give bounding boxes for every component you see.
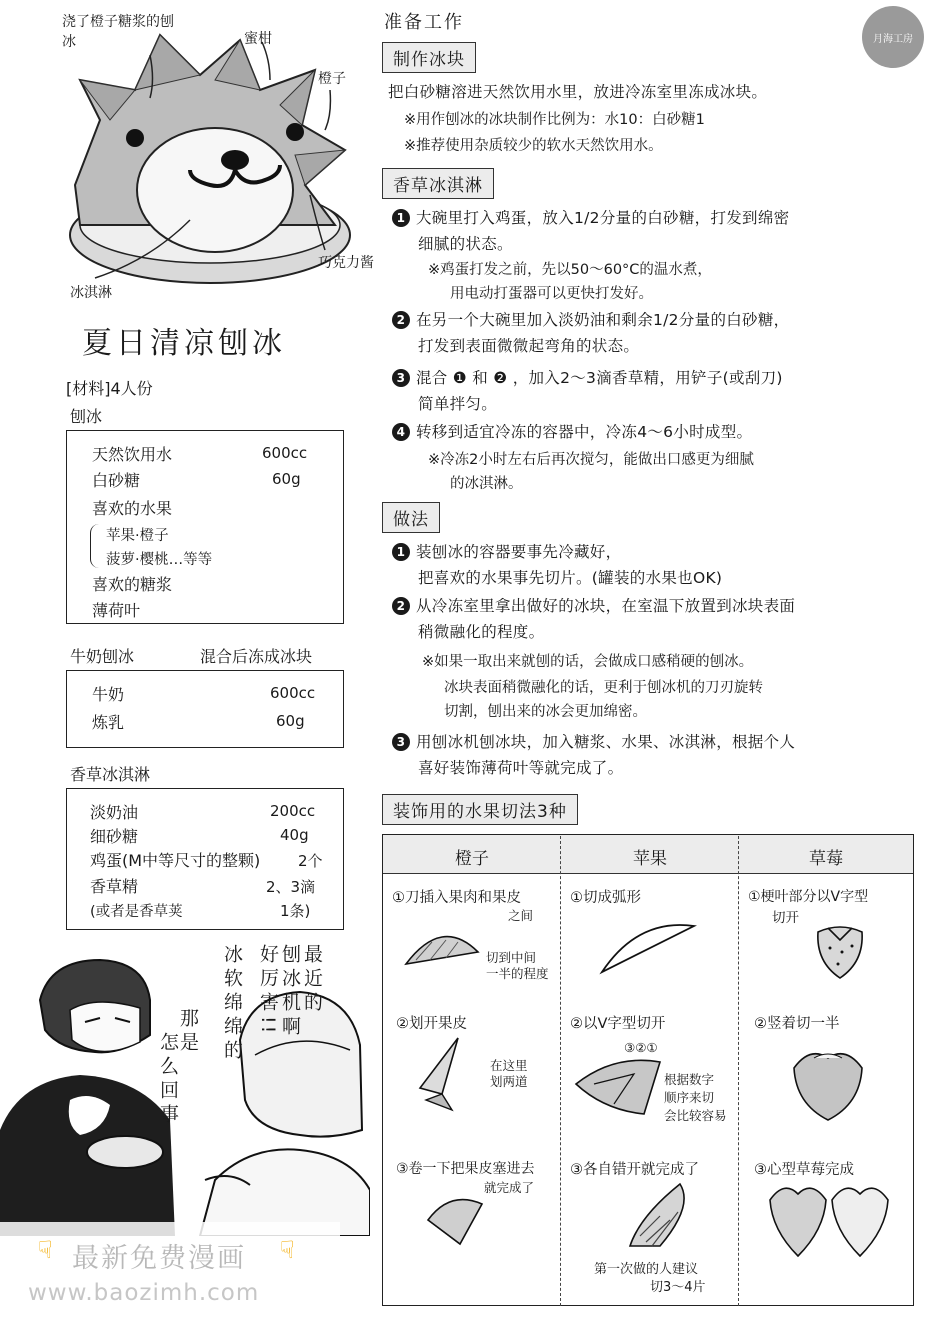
step-text: 从冷冻室里拿出做好的冰块，在室温下放置到冰块表面 [416,597,796,615]
vanilla-step [392,206,789,228]
vanilla-step-note: 用电动打蛋器可以更快打发好。 [450,286,653,302]
orange-step1-note: 切到中间 [486,950,537,965]
bubble-mid-3: 机 [279,992,301,1013]
ingredient-qty: 600cc [270,684,316,702]
orange-step2: ②划开果皮 [396,1016,467,1032]
strawberry-step1-cont: 切开 [772,910,799,926]
ingredient-name: (或者是香草荚 [90,904,183,920]
step-text: 大碗里打入鸡蛋，放入1/2分量的白砂糖，打发到绵密 [416,209,790,227]
ingredient-qty: 40g [280,826,309,844]
method-heading: 做法 [382,502,440,533]
label-syrup: 浇了橙子糖浆的刨冰 [62,14,174,50]
ingredient-name: 苹果·橙子 [106,528,169,544]
ice-block-heading: 制作冰块 [382,42,476,73]
step-number: 1 [392,543,410,561]
column-divider [738,836,739,1306]
method-step-note: 切割，刨出来的冰会更加绵密。 [444,704,647,720]
bubble-boy-6: 事 [157,1104,179,1125]
col-head-orange: 橙子 [455,849,489,869]
step-number: 2 [392,311,410,329]
orange-step2-note: 在这里 [490,1058,528,1073]
ice-block-line: 把白砂糖溶进天然饮用水里，放进冷冻室里冻成冰块。 [388,83,768,101]
ingredient-qty: 600cc [262,444,308,462]
ingredient-qty: 2、3滴 [266,878,316,896]
step-number: 3 [392,369,410,387]
pointing-hand-icon: ☟ [38,1236,53,1264]
apple-vcut-icon [574,1054,664,1118]
vanilla-step [392,308,789,330]
orange-done-icon [420,1190,490,1250]
step-text: 在另一个大碗里加入淡奶油和剩余1/2分量的白砂糖， [416,311,790,329]
apple-step1: ①切成弧形 [570,890,641,906]
watermark-line1: 最新免费漫画 [72,1243,246,1274]
bubble-left-4: 绵 [221,1016,243,1037]
step-text: 用刨冰机刨冰块，加入糖浆、水果、冰淇淋，根据个人 [416,733,796,751]
prep-title: 准备工作 [384,12,464,33]
method-step [392,730,795,752]
col-head-strawberry: 草莓 [809,849,843,869]
apple-fan-icon [620,1176,700,1256]
ingredient-name: 牛奶 [92,685,125,704]
strawberry-step2: ②竖着切一半 [754,1016,840,1032]
bubble-left-3: 绵 [221,992,243,1013]
milk-ice-label: 牛奶刨冰 [70,647,135,666]
label-chocolate: 巧克力酱 [318,255,374,271]
materials-header: [材料]4人份 [66,379,153,398]
strawberry-half-icon [790,1046,866,1122]
method-step-cont: 喜好装饰薄荷叶等就完成了。 [418,759,624,777]
apple-step2: ②以V字型切开 [570,1016,666,1032]
label-orange: 橙子 [318,71,346,87]
ice-block-note: ※用作刨冰的冰块制作比例为：水10：白砂糖1 [404,112,705,128]
ingredient-name: 白砂糖 [92,471,141,490]
step-number: 1 [392,209,410,227]
strawberry-step1: ①梗叶部分以V字型 [748,889,869,905]
orange-step1: ①刀插入果肉和果皮 [392,890,521,906]
apple-step2-note: 顺序来切 [664,1090,715,1105]
label-mikan: 蜜柑 [244,31,272,47]
method-step-cont: 稍微融化的程度。 [418,623,545,641]
vanilla-step-note: 的冰淇淋。 [450,476,523,492]
vanilla-step-note: ※鸡蛋打发之前，先以50～60°C的温水煮， [428,262,712,278]
bubble-boy-2: 是 [177,1032,199,1053]
bubble-boy-1: 那 [177,1008,199,1029]
orange-slice-icon [402,924,482,980]
ingredient-qty: 2个 [298,852,323,870]
ice-block-note: ※推荐使用杂质较少的软水天然饮用水。 [404,138,663,154]
fruit-cut-heading: 装饰用的水果切法3种 [382,794,578,825]
ingredient-name: 喜欢的水果 [92,499,173,518]
method-step-note: ※如果一取出来就刨的话，会做成口感稍硬的刨冰。 [422,654,754,670]
bubble-mid-7: 啊 [279,1016,301,1037]
apple-step2-marks: ③②① [624,1040,658,1055]
strawberry-step3: ③心型草莓完成 [754,1162,854,1178]
ingredient-qty: 200cc [270,802,316,820]
recipe-title: 夏日清凉刨冰 [82,326,286,361]
fruit-bracket [90,524,99,568]
bubble-mid-4: 好 [257,944,279,965]
vanilla-step-note: ※冷冻2小时左右后再次搅匀，能做出口感更为细腻 [428,452,754,468]
ingredient-name: 鸡蛋(M中等尺寸的整颗) [90,851,261,870]
bubble-right-3: 的 [301,992,323,1013]
bubble-mid-8: !! [257,1016,279,1036]
ingredient-name: 天然饮用水 [92,445,173,464]
bubble-right-2: 近 [301,968,323,989]
bubble-right-1: 最 [301,944,323,965]
method-step-cont: 把喜欢的水果事先切片。(罐装的水果也OK) [418,569,723,587]
step-text: 混合 ❶ 和 ❷ ，加入2～3滴香草精，用铲子(或刮刀) [416,369,783,387]
ingredient-qty: 60g [276,712,305,730]
bubble-mid-6: 害 [257,992,279,1013]
bubble-left-1: 冰 [221,944,243,965]
pointing-hand-icon: ☟ [280,1236,295,1264]
orange-step1-cont: 之间 [508,908,534,923]
studio-badge: 月海工房 [862,6,924,68]
orange-peel-icon [412,1034,472,1114]
orange-step1-note: 一半的程度 [486,966,549,981]
milk-ice-note: 混合后冻成冰块 [200,647,313,666]
ingredient-qty: 60g [272,470,301,488]
bubble-boy-4: 么 [157,1056,179,1077]
method-step-note: 冰块表面稍微融化的话，更利于刨冰机的刀刃旋转 [444,680,763,696]
step-number: 3 [392,733,410,751]
ingredient-qty: 1条) [280,902,311,920]
bubble-boy-5: 回 [157,1080,179,1101]
method-step [392,594,795,616]
bubble-boy-3: 怎 [157,1032,179,1053]
vanilla-label: 香草冰淇淋 [70,765,151,784]
step-text: 装刨冰的容器要事先冷藏好， [416,543,622,561]
column-divider [560,836,561,1306]
vanilla-step-cont: 简单拌匀。 [418,395,498,413]
apple-step2-note: 根据数字 [664,1072,715,1087]
vanilla-step-cont: 打发到表面微微起弯角的状态。 [418,337,640,355]
vanilla-step [392,420,752,442]
ingredient-name: 细砂糖 [90,827,139,846]
step-text: 转移到适宜冷冻的容器中，冷冻4～6小时成型。 [416,423,753,441]
step-number: 2 [392,597,410,615]
apple-step3-note: 切3～4片 [650,1280,706,1295]
bubble-mid-1: 刨 [279,944,301,965]
bubble-left-5: 的 [221,1040,243,1061]
ingredient-name: 喜欢的糖浆 [92,575,173,594]
apple-step3: ③各自错开就完成了 [570,1162,699,1178]
step-number: 4 [392,423,410,441]
vanilla-heading: 香草冰淇淋 [382,168,494,199]
col-head-apple: 苹果 [633,849,667,869]
ingredient-name: 香草精 [90,877,139,896]
orange-step3-cont: 就完成了 [484,1180,535,1195]
method-step [392,540,621,562]
ingredient-name: 菠萝·樱桃…等等 [106,552,213,568]
vanilla-step [392,366,783,388]
ingredient-name: 炼乳 [92,713,125,732]
apple-step3-note: 第一次做的人建议 [594,1262,699,1277]
bubble-mid-5: 厉 [257,968,279,989]
shaved-ice-label: 刨冰 [70,407,103,426]
heart-strawberry-icon [764,1180,894,1260]
watermark-line2: www.baozimh.com [28,1280,260,1306]
ingredient-name: 淡奶油 [90,803,139,822]
orange-step2-note: 划两道 [490,1074,528,1089]
orange-step3: ③卷一下把果皮塞进去 [396,1161,535,1177]
apple-wedge-icon [598,918,698,978]
label-icecream: 冰淇淋 [70,285,112,301]
ingredient-name: 薄荷叶 [92,601,141,620]
vanilla-step-cont: 细腻的状态。 [418,235,513,253]
apple-step2-note: 会比较容易 [664,1108,727,1123]
strawberry-icon [812,918,868,980]
shaved-ice-illustration [40,20,370,320]
bubble-left-2: 软 [221,968,243,989]
bubble-mid-2: 冰 [279,968,301,989]
